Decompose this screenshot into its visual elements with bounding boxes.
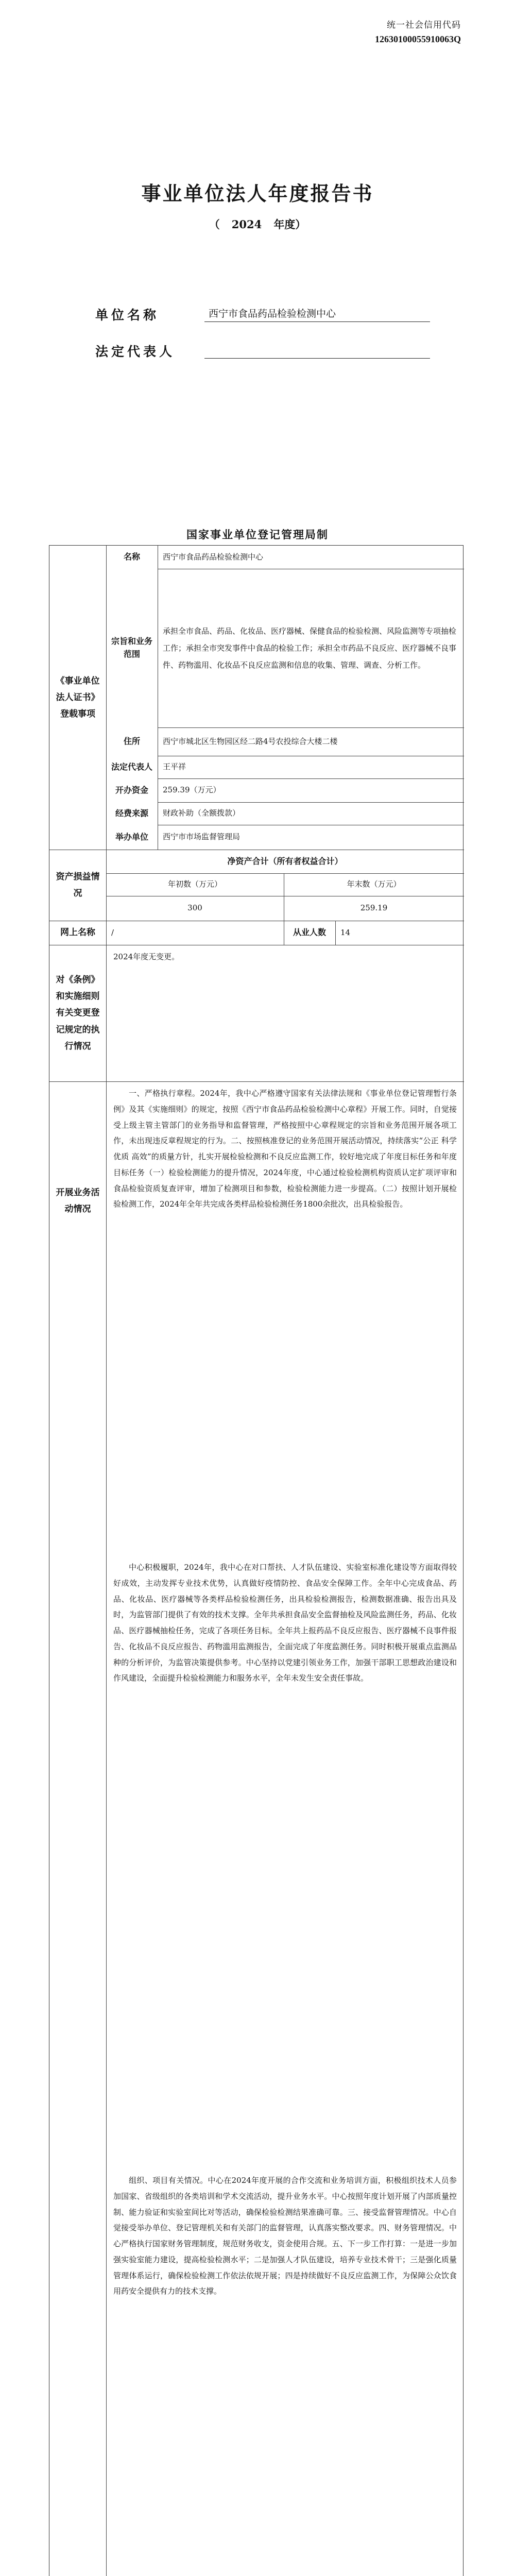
name-value: 西宁市食品药品检验检测中心 — [163, 552, 264, 562]
unit-name-value: 西宁市食品药品检验检测中心 — [204, 306, 430, 322]
year-value: 2024 — [231, 218, 262, 231]
business-text-1: 一、严格执行章程。2024年，我中心严格遵守国家有关法律法规和《事业单位登记管理暂行条例》及其《实施细则》的规定，按照《西宁市食品药品检验检测中心章程》开展工作。同时，自觉接受上级主管主管部门的业务指导和监督管理，严格按照中心章程规定的宗旨和业务范围开展各项工作，未出现违反章程规定的行为。二、按照核准登记的业务范围开展活动情况，持续落实“公正 科学 优质 高效”的质量方针，扎实开展检验检测和不良反应监测工作，较好地完成了年度目标任务和年度目标任务（一）检验检测能力的提升情况，2024年度，中心通过检验检测机构资质认定扩项评审和食品检验资质复查评审，增加了检测项目和参数，检验检测能力进一步提高。（二）按照计划开展检验检测工作，2024年全年共完成各类样品检验检测任务1800余批次，出具检验报告。 — [113, 1089, 459, 1209]
legal-rep-label: 法定代表人 — [95, 344, 176, 359]
source-value: 财政补助（全额拨款） — [163, 808, 241, 818]
funds-label: 开办资金 — [115, 785, 148, 795]
scope-label: 宗旨和业务范围 — [111, 636, 152, 659]
business-text-3: 组织、项目有关情况。中心在2024年度开展的合作交流和业务培训方面，积极组织技术人员参加国家、省级组织的各类培训和学术交流活动，提升业务水平。中心按照年度计划开展了内部质量控制、能力验证和实验室间比对等活动，确保检验检测结果准确可靠。三、接受监督管理情况。中心自觉接受举办单位、登记管理机关和有关部门的监督管理，认真落实整改要求。四、财务管理情况。中心严格执行国家财务管理制度，规范财务收支，资金使用合规。五、下一步工作打算：一是进一步加强实验室能力建设，提高检验检测水平；二是加强人才队伍建设，培养专业技术骨干；三是强化质量管理体系运行，确保检验检测工作依法依规开展；四是持续做好不良反应监测工作，为保障公众饮食用药安全提供有力的技术支撑。 — [113, 2176, 457, 2296]
business-section-label: 开展业务活动情况 — [56, 1188, 100, 1215]
staff-value: 14 — [340, 927, 351, 937]
website-value: / — [111, 927, 114, 937]
address-label: 住所 — [123, 736, 140, 747]
credit-code: 12630100055910063Q — [374, 34, 461, 44]
unit-name-label: 单位名称 — [95, 308, 160, 323]
year-open: （ — [209, 218, 220, 231]
change-section-label: 对《条例》和实施细则有关变更登记规定的执行情况 — [56, 974, 100, 1052]
sponsor-value: 西宁市市场监督管理局 — [163, 832, 241, 842]
report-year — [0, 216, 515, 232]
year-begin-value: 300 — [187, 903, 202, 913]
source-label: 经费来源 — [115, 808, 148, 818]
scope-value: 承担全市食品、药品、化妆品、医疗器械、保健食品的检验检测、风险监测等专项抽检工作；承担全市突发事件中食品的检验工作；承担全市药品不良反应、医疗器械不良事件、药物滥用、化妆品不良反应监测和信息的收集、管理、调查、分析工作。 — [163, 626, 457, 670]
unit-name-row — [95, 305, 336, 324]
legal-label: 法定代表人 — [111, 761, 152, 772]
website-label: 网上名称 — [60, 927, 95, 938]
net-assets-label: 净资产合计（所有者权益合计） — [227, 856, 343, 866]
legal-value: 王平祥 — [163, 762, 186, 772]
sponsor-label: 举办单位 — [115, 832, 148, 842]
credit-code-label: 统一社会信用代码 — [387, 20, 461, 30]
report-title: 事业单位法人年度报告书 — [141, 182, 374, 205]
report-table — [49, 545, 464, 2576]
legal-rep-value — [204, 343, 430, 359]
registration-section-label: 《事业单位法人证书》登载事项 — [56, 675, 100, 720]
year-end-label: 年末数（万元） — [347, 879, 401, 889]
year-end-value: 259.19 — [360, 903, 388, 913]
assets-section-label: 资产损益情况 — [56, 871, 100, 899]
staff-label: 从业人数 — [293, 927, 326, 938]
funds-value: 259.39（万元） — [163, 785, 221, 795]
name-label: 名称 — [123, 552, 140, 562]
change-text: 2024年度无变更。 — [113, 952, 180, 961]
address-value: 西宁市城北区生物园区经二路4号农投综合大楼二楼 — [163, 736, 338, 746]
table-title: 国家事业单位登记管理局制 — [186, 528, 329, 541]
year-begin-label: 年初数（万元） — [167, 879, 222, 889]
legal-rep-row — [95, 342, 196, 360]
year-close: 年度） — [273, 218, 306, 231]
business-text-2: 中心积极履职，2024年，我中心在对口帮扶、人才队伍建设、实验室标准化建设等方面取得较好成效，主动发挥专业技术优势，认真做好疫情防控、食品安全保障工作。全年中心完成食品、药品、化妆品、医疗器械等各类样品检验检测任务，出具检验检测报告，检测数据准确、报告出具及时，为监管部门提供了有效的技术支撑。全年共承担食品安全监督抽检及风险监测任务，药品、化妆品、医疗器械抽检任务，完成了各项任务目标。全年共上报药品不良反应报告、医疗器械不良事件报告、化妆品不良反应报告、药物滥用监测报告，全面完成了年度监测任务。同时积极开展重点监测品种的分析评价，为监管决策提供参考。中心坚持以党建引领业务工作，加强干部职工思想政治建设和作风建设，全面提升检验检测能力和服务水平，全年未发生安全责任事故。 — [113, 1563, 457, 1683]
